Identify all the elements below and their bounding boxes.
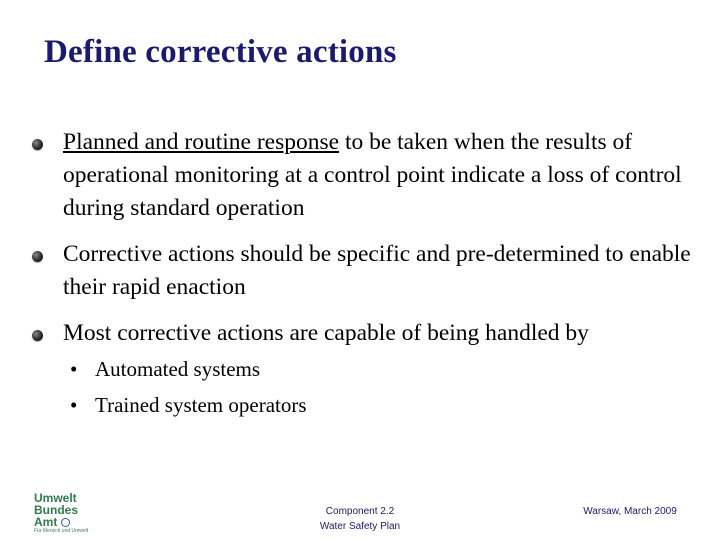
bullet-item-1 xyxy=(30,126,700,225)
bullet-text: Corrective actions should be specific and pre-determined to enable their rapid enaction xyxy=(63,241,691,300)
bullet-dot-icon xyxy=(32,251,43,262)
bullet-list xyxy=(30,126,700,363)
logo-line-1: Umwelt xyxy=(34,491,77,505)
sub-bullet-list xyxy=(70,351,307,423)
logo-line-3 xyxy=(34,516,88,528)
footer-component xyxy=(300,504,420,534)
footer-date: Warsaw, March 2009 xyxy=(583,506,677,517)
umweltbundesamt-logo xyxy=(34,492,88,534)
sub-bullet-text: Automated systems xyxy=(95,357,261,381)
bullet-underlined-text: Planned and routine response xyxy=(63,129,340,155)
bullet-text: Most corrective actions are capable of being handled by xyxy=(63,320,589,346)
sub-bullet-item-1 xyxy=(70,351,307,387)
globe-icon xyxy=(61,518,70,527)
bullet-item-3 xyxy=(30,317,700,350)
footer-component-line1: Component 2.2 xyxy=(325,506,395,517)
bullet-dot-icon xyxy=(32,139,43,150)
logo-line-3-text: Amt xyxy=(34,515,58,529)
sub-bullet-marker: • xyxy=(70,393,78,417)
sub-bullet-text: Trained system operators xyxy=(95,393,307,417)
logo-tagline: Für Mensch und Umwelt xyxy=(34,528,89,534)
sub-bullet-item-2 xyxy=(70,387,307,423)
slide-title: Define corrective actions xyxy=(44,34,397,70)
sub-bullet-marker: • xyxy=(70,357,78,381)
logo-line-2: Bundes xyxy=(34,503,79,517)
footer xyxy=(0,488,720,540)
bullet-text: to be taken when the results of operational monitoring at a control point indicate a loss of control during standard operation xyxy=(63,129,682,221)
footer-component-line2: Water Safety Plan xyxy=(319,521,401,532)
bullet-item-2 xyxy=(30,238,700,304)
bullet-dot-icon xyxy=(32,330,43,341)
